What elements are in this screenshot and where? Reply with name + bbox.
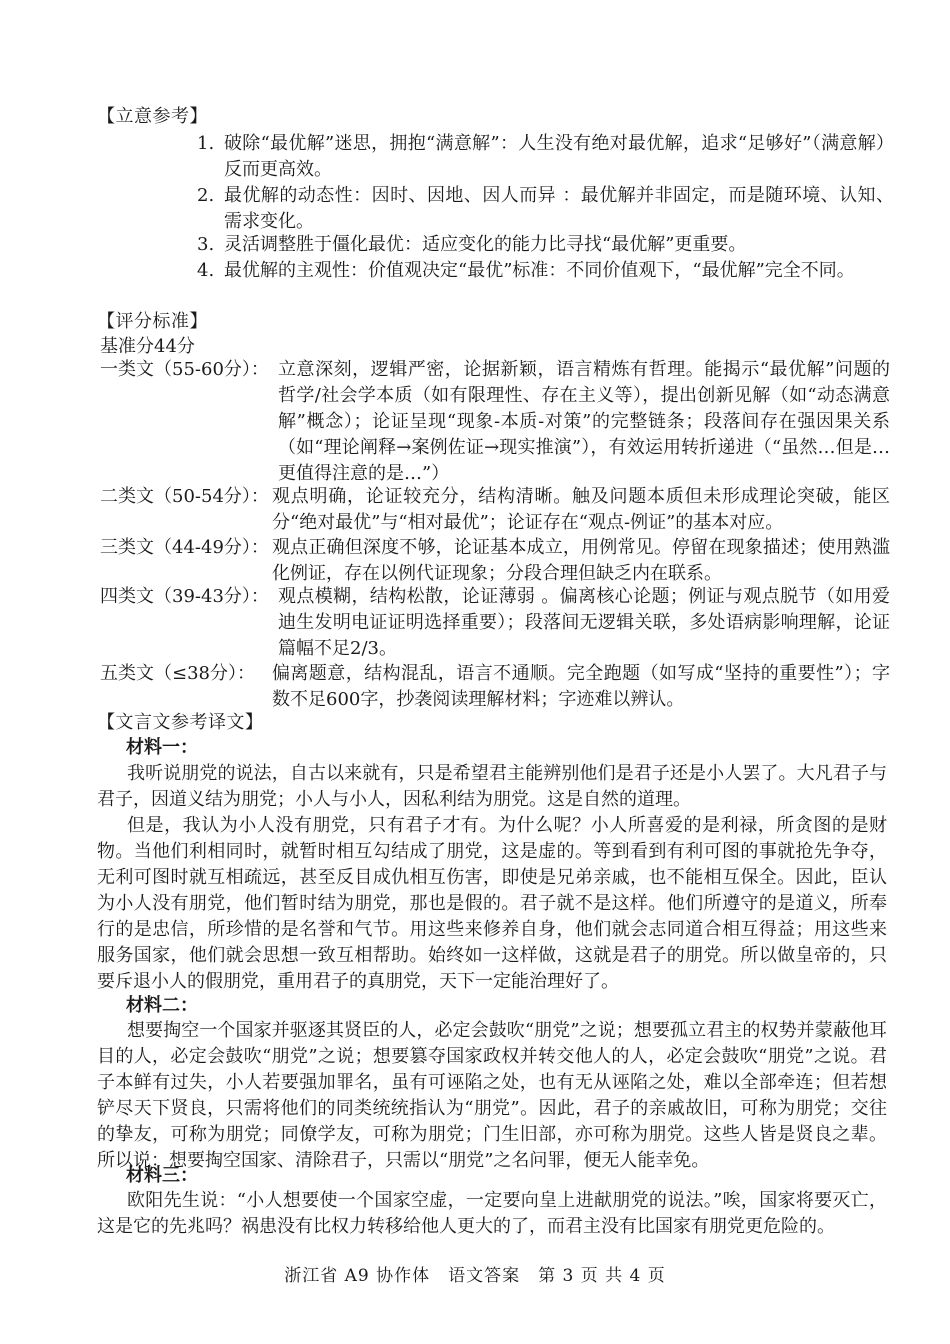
wenyan-heading: 【文言文参考译文】 bbox=[97, 712, 264, 733]
material-1-para-1: 我听说朋党的说法，自古以来就有，只是希望君主能辨别他们是君子还是小人罢了。大凡君子与君子，因道义结为朋党；小人与小人，因私利结为朋党。这是自然的道理。 bbox=[97, 763, 887, 810]
material-2-title: 材料二： bbox=[126, 995, 198, 1016]
material-3-title: 材料三： bbox=[126, 1165, 198, 1186]
liyi-heading: 【立意参考】 bbox=[97, 106, 208, 127]
grade-1-text: 立意深刻，逻辑严密，论据新颖，语言精炼有哲理。能揭示“最优解”问题的哲学/社会学本质（如有限理性、存在主义等），提出创新见解（如“动态满意解”概念）；论证呈现“现象-本质-对策”的完整链条；段落间存在强因果关系（如“理论阐释→案例佐证→现实推演”），有效运用转折递进（“虽然…但是…更值得注意的是…”） bbox=[278, 359, 890, 484]
material-3-para-1: 欧阳先生说：“小人想要使一个国家空虚，一定要向皇上进献朋党的说法。”唉，国家将要灭亡，这是它的先兆吗？祸患没有比权力转移给他人更大的了，而君主没有比国家有朋党更危险的。 bbox=[97, 1190, 887, 1237]
material-2-para-1: 想要掏空一个国家并驱逐其贤臣的人，必定会鼓吹“朋党”之说；想要孤立君主的权势并蒙蔽他耳目的人，必定会鼓吹“朋党”之说；想要篡夺国家政权并转交他人的人，必定会鼓吹“朋党”之说。君子本鲜有过失，小人若要强加罪名，虽有可诬陷之处，也有无从诬陷之处，难以全部牵连；但若想铲尽天下贤良，只需将他们的同类统统指认为“朋党”。因此，君子的亲戚故旧，可称为朋党；交往的挚友，可称为朋党；同僚学友，可称为朋党；门生旧部，亦可称为朋党。这些人皆是贤良之辈。所以说：想要掏空国家、清除君子，只需以“朋党”之名问罪，便无人能幸免。 bbox=[97, 1020, 887, 1171]
page-footer: 浙江省 A9 协作体 语文答案 第 3 页 共 4 页 bbox=[284, 1266, 666, 1286]
grade-2-label: 二类文（50-54分）： bbox=[100, 486, 269, 507]
grade-5-text: 偏离题意，结构混乱，语言不通顺。完全跑题（如写成“坚持的重要性”）；字数不足600字，抄袭阅读理解材料；字迹难以辨认。 bbox=[272, 663, 890, 710]
liyi-item-2-text: 最优解的动态性：因时、因地、因人而异 ：最优解并非固定，而是随环境、认知、需求变化。 bbox=[224, 185, 894, 232]
grade-3-label: 三类文（44-49分）： bbox=[100, 537, 269, 558]
grade-1-label: 一类文（55-60分）： bbox=[100, 359, 269, 380]
liyi-item-2-num: 2. bbox=[197, 185, 215, 206]
grade-3-text: 观点正确但深度不够，论证基本成立，用例常见。停留在现象描述；使用熟滥化例证，存在以例代证现象；分段合理但缺乏内在联系。 bbox=[272, 537, 890, 584]
grade-4-label: 四类文（39-43分）： bbox=[100, 586, 269, 607]
liyi-item-4-num: 4. bbox=[197, 260, 215, 281]
grade-2-text: 观点明确，论证较充分，结构清晰。触及问题本质但未形成理论突破，能区分“绝对最优”与“相对最优”；论证存在“观点-例证”的基本对应。 bbox=[272, 486, 890, 533]
liyi-item-1-num: 1. bbox=[197, 133, 215, 154]
grade-5-label: 五类文（≤38分）： bbox=[100, 663, 255, 684]
liyi-item-1-text: 破除“最优解”迷思，拥抱“满意解”：人生没有绝对最优解，追求“足够好”（满意解）反而更高效。 bbox=[224, 133, 894, 180]
base-score: 基准分44分 bbox=[100, 336, 195, 357]
pingfen-heading: 【评分标准】 bbox=[97, 311, 208, 332]
liyi-item-3-text: 灵活调整胜于僵化最优：适应变化的能力比寻找“最优解”更重要。 bbox=[224, 234, 747, 255]
material-1-para-2: 但是，我认为小人没有朋党，只有君子才有。为什么呢？小人所喜爱的是利禄，所贪图的是财物。当他们利相同时，就暂时相互勾结成了朋党，这是虚的。等到看到有利可图的事就抢先争夺，无利可图时就互相疏远，甚至反目成仇相互伤害，即使是兄弟亲戚，也不能相互保全。因此，臣认为小人没有朋党，他们暂时结为朋党，那也是假的。君子就不是这样。他们所遵守的是道义，所奉行的是忠信，所珍惜的是名誉和气节。用这些来修养自身，他们就会志同道合相互得益；用这些来服务国家，他们就会思想一致互相帮助。始终如一这样做，这就是君子的朋党。所以做皇帝的，只要斥退小人的假朋党，重用君子的真朋党，天下一定能治理好了。 bbox=[97, 815, 887, 992]
liyi-item-4-text: 最优解的主观性：价值观决定“最优”标准：不同价值观下，“最优解”完全不同。 bbox=[224, 260, 855, 281]
material-1-title: 材料一： bbox=[126, 737, 198, 758]
grade-4-text: 观点模糊，结构松散，论证薄弱 。偏离核心论题；例证与观点脱节（如用爱迪生发明电证证明选择重要）；段落间无逻辑关联，多处语病影响理解，论证篇幅不足2/3。 bbox=[278, 586, 890, 659]
liyi-item-3-num: 3. bbox=[197, 234, 215, 255]
